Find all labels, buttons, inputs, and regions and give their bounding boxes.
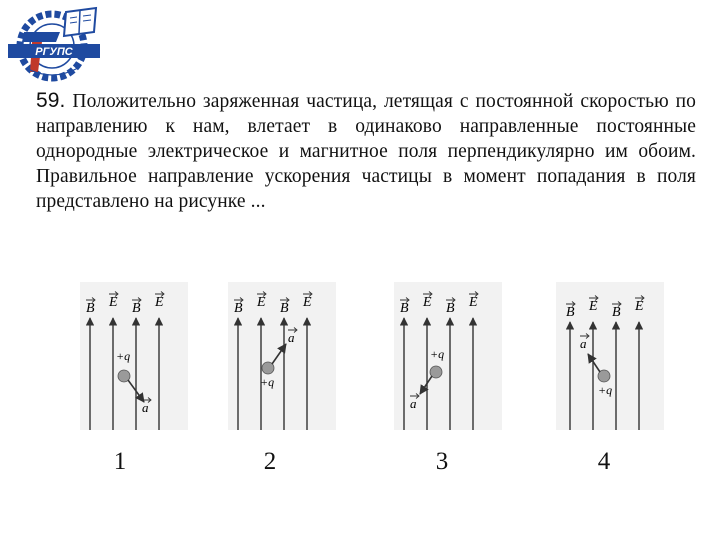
field-label-b: B: [612, 305, 621, 320]
field-label-b: B: [400, 301, 409, 316]
field-label-b: B: [446, 301, 455, 316]
charge-label: +q: [430, 347, 445, 361]
figure-label-1: 1: [113, 448, 127, 475]
university-logo: [4, 2, 104, 84]
acceleration-label: a: [580, 336, 587, 351]
field-label-e: E: [469, 295, 478, 310]
figure-2: [228, 282, 336, 430]
figure-4: [556, 282, 664, 430]
figure-1: [80, 282, 188, 430]
field-label-e: E: [155, 295, 164, 310]
field-label-e: E: [589, 299, 598, 314]
figure-label-4: 4: [597, 448, 611, 475]
acceleration-label: a: [410, 396, 417, 411]
charge-label: +q: [260, 375, 275, 389]
field-label-e: E: [109, 295, 118, 310]
field-label-b: B: [566, 305, 575, 320]
field-label-b: B: [280, 301, 289, 316]
problem-statement: [36, 88, 696, 214]
field-label-b: B: [234, 301, 243, 316]
field-label-b: B: [132, 301, 141, 316]
field-label-e: E: [303, 295, 312, 310]
figure-label-3: 3: [435, 448, 449, 475]
field-label-e: E: [635, 299, 644, 314]
problem-number: 59.: [36, 89, 66, 112]
figure-label-2: 2: [263, 448, 277, 475]
charge-label: +q: [116, 349, 131, 363]
acceleration-label: a: [288, 330, 295, 345]
logo-text: РГУПС: [35, 46, 73, 58]
charge-label: +q: [598, 383, 613, 397]
logo-emblem-icon: [4, 2, 104, 84]
field-label-b: B: [86, 301, 95, 316]
problem-text: Положительно заряженная частица, летящая с постоянной скоростью по направлению к нам, влетает в одинаково направленные постоянные однородные электрическое и магнитное поля перпендикулярно им обоим. Правильное направление ускорения частицы в момент попадания в поля представлено на рисунке ...: [36, 91, 697, 212]
field-label-e: E: [423, 295, 432, 310]
acceleration-label: a: [142, 400, 149, 415]
figure-3: [394, 282, 502, 430]
field-label-e: E: [257, 295, 266, 310]
